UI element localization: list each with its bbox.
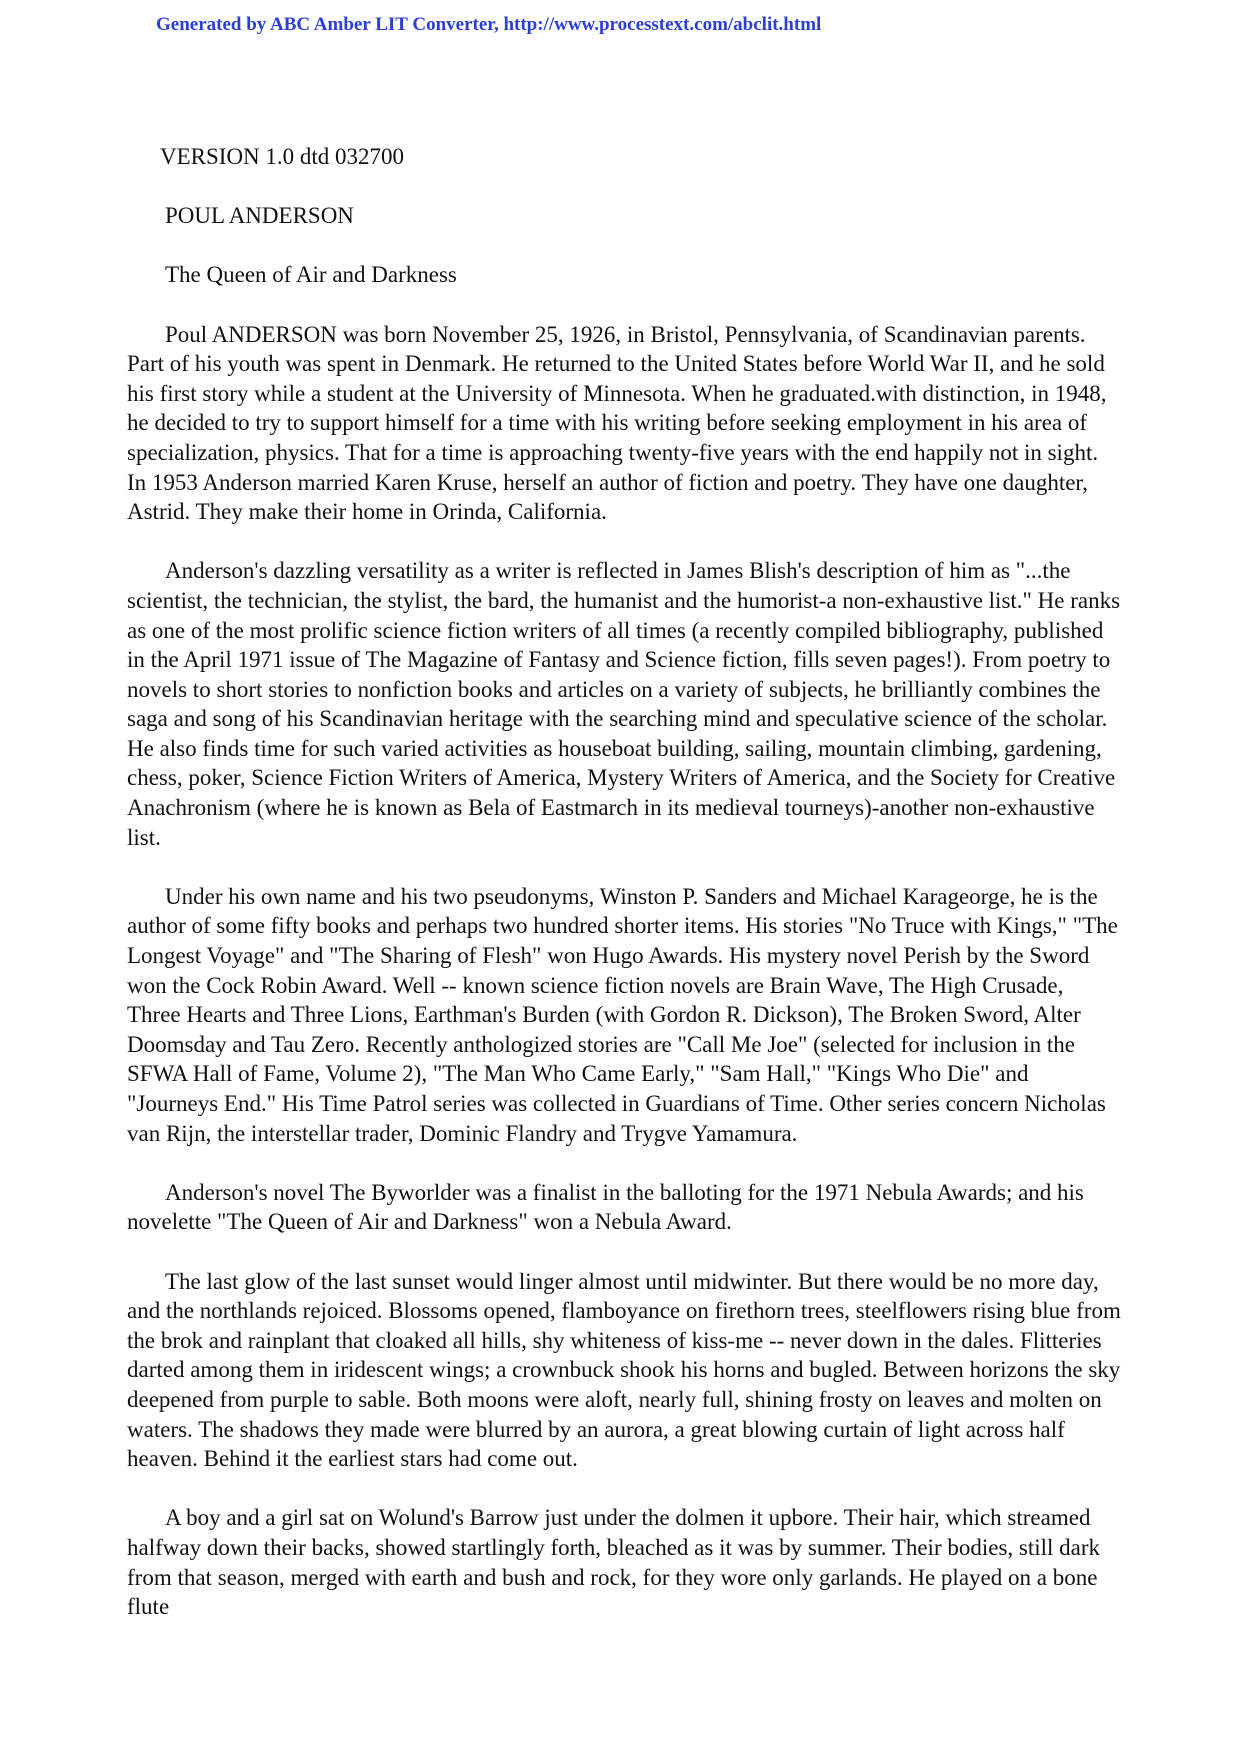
paragraph-story-opening: The last glow of the last sunset would linger almost until midwinter. But there would be no more day, and the northlands rejoiced. Blossoms opened, flamboyance on firethorn trees, steelflowers rising blue from the brok and rainplant that cloaked all hills, shy whiteness of kiss-me -- never down in the dales. Flitteries darted among them in iridescent wings; a crownbuck shook his horns and bugled. Between horizons the sky deepened from purple to sable. Both moons were aloft, nearly full, shining frosty on leaves and molten on waters. The shadows they made were blurred by an aurora, a great blowing curtain of light across half heaven. Behind it the earliest stars had come out. bbox=[127, 1268, 1121, 1472]
document-body bbox=[127, 142, 1122, 1651]
paragraph-awards: Anderson's novel The Byworlder was a finalist in the balloting for the 1971 Nebula Awards; and his novelette "The Queen of Air and Darkness" won a Nebula Award. bbox=[127, 1179, 1084, 1235]
paragraph-story-continued: A boy and a girl sat on Wolund's Barrow just under the dolmen it upbore. Their hair, which streamed halfway down their backs, showed startlingly forth, bleached as it was by summer. Their bodies, still dark from that season, merged with earth and bush and rock, for they wore only garlands. He played on a bone flute bbox=[127, 1505, 1101, 1620]
paragraph-versatility: Anderson's dazzling versatility as a writer is reflected in James Blish's description of him as "...the scientist, the technician, the stylist, the bard, the humanist and the humorist-a non-exhaustive list." He ranks as one of the most prolific science fiction writers of all times (a recently compiled bibliography, published in the April 1971 issue of The Magazine of Fantasy and Science fiction, fills seven pages!). From poetry to novels to short stories to nonfiction books and articles on a variety of subjects, he brilliantly combines the saga and song of his Scandinavian heritage with the searching mind and speculative science of the scholar. He also finds time for such varied activities as houseboat building, sailing, mountain climbing, gardening, chess, poker, Science Fiction Writers of America, Mystery Writers of America, and the Society for Creative Anachronism (where he is known as Bela of Eastmarch in its medieval tourneys)-another non-exhaustive list. bbox=[127, 558, 1121, 850]
story-title: The Queen of Air and Darkness bbox=[165, 262, 457, 288]
author-name: POUL ANDERSON bbox=[165, 203, 354, 229]
version-line: VERSION 1.0 dtd 032700 bbox=[160, 144, 405, 169]
paragraph-works: Under his own name and his two pseudonyms, Winston P. Sanders and Michael Karageorge, he is the author of some fifty books and perhaps two hundred shorter items. His stories "No Truce with Kings," "The Longest Voyage" and "The Sharing of Flesh" won Hugo Awards. His mystery novel Perish by the Sword won the Cock Robin Award. Well -- known science fiction novels are Brain Wave, The High Crusade, Three Hearts and Three Lions, Earthman's Burden (with Gordon R. Dickson), The Broken Sword, Alter Doomsday and Tau Zero. Recently anthologized stories are "Call Me Joe" (selected for inclusion in the SFWA Hall of Fame, Volume 2), "The Man Who Came Early," "Sam Hall," "Kings Who Die" and "Journeys End." His Time Patrol series was collected in Guardians of Time. Other series concern Nicholas van Rijn, the interstellar trader, Dominic Flandry and Trygve Yamamura. bbox=[127, 883, 1118, 1146]
paragraph-bio: Poul ANDERSON was born November 25, 1926, in Bristol, Pennsylvania, of Scandinavian parents. Part of his youth was spent in Denmark. He returned to the United States before World War II, and he sold his first story while a student at the University of Minnesota. When he graduated.with distinction, in 1948, he decided to try to support himself for a time with his writing before seeking employment in his area of specialization, physics. That for a time is approaching twenty-five years with the end happily not in sight. In 1953 Anderson married Karen Kruse, herself an author of fiction and poetry. They have one daughter, Astrid. They make their home in Orinda, California. bbox=[127, 321, 1107, 525]
converter-link[interactable]: Generated by ABC Amber LIT Converter, http://www.processtext.com/abclit.html bbox=[156, 14, 822, 35]
